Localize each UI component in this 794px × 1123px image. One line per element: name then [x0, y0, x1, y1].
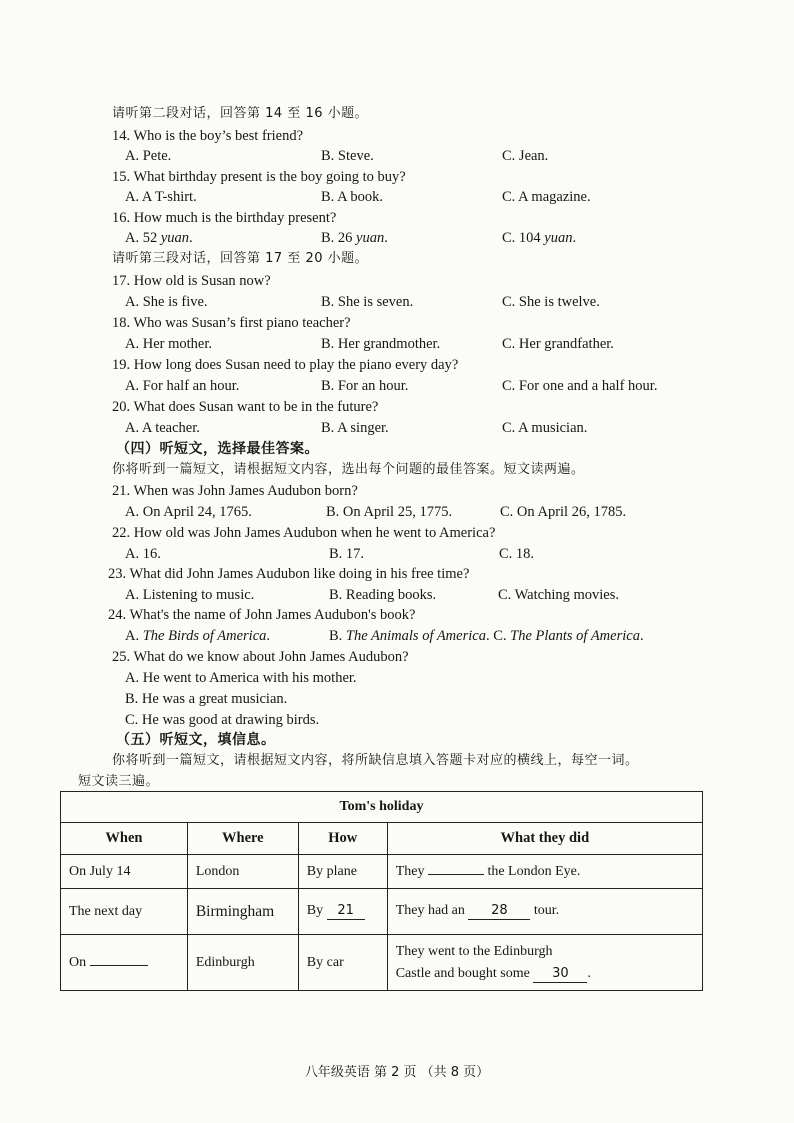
q22-option-b: B. 17. [329, 546, 365, 562]
q23-option-a: A. Listening to music. [125, 587, 255, 603]
table-row [61, 935, 703, 991]
q22-stem: 22. How old was John James Audubon when he went to America? [112, 525, 496, 541]
q23-option-b: B. Reading books. [329, 587, 437, 603]
q18-option-c: C. Her grandfather. [502, 336, 614, 352]
q14-option-a: A. Pete. [125, 148, 172, 164]
holiday-table [60, 791, 703, 991]
q16-option-a: A. 52 yuan. [125, 230, 193, 246]
q25-option-c: C. He was good at drawing birds. [125, 712, 320, 728]
answer-blank-28[interactable]: 28 [468, 903, 530, 920]
q17-option-a: A. She is five. [125, 294, 208, 310]
q23-option-c: C. Watching movies. [498, 587, 619, 603]
part5-title: （五）听短文，填信息。 [116, 732, 276, 748]
header-where: Where [187, 823, 298, 855]
table-row [61, 889, 703, 935]
header-how: How [298, 823, 387, 855]
page-footer: 八年级英语 第 2 页 （共 8 页） [304, 1065, 490, 1080]
q24-option-a: A. The Birds of America. [125, 628, 271, 644]
section3-intro: 请听第三段对话，回答第 17 至 20 小题。 [112, 251, 369, 266]
section2-intro: 请听第二段对话，回答第 14 至 16 小题。 [112, 106, 369, 121]
q15-option-b: B. A book. [321, 189, 384, 205]
cell-how: By 21 [298, 889, 387, 935]
q20-option-c: C. A musician. [502, 420, 588, 436]
q19-option-a: A. For half an hour. [125, 378, 240, 394]
cell-when: On July 14 [61, 855, 188, 889]
q24-stem: 24. What's the name of John James Audubon's book? [108, 607, 416, 623]
q15-stem: 15. What birthday present is the boy going to buy? [112, 169, 406, 185]
q14-option-c: C. Jean. [502, 148, 549, 164]
cell-what: They the London Eye. [387, 855, 702, 889]
q18-option-b: B. Her grandmother. [321, 336, 441, 352]
cell-how: By plane [298, 855, 387, 889]
q17-option-b: B. She is seven. [321, 294, 414, 310]
q20-option-b: B. A singer. [321, 420, 389, 436]
cell-where: London [187, 855, 298, 889]
q19-option-c: C. For one and a half hour. [502, 378, 658, 394]
q14-option-b: B. Steve. [321, 148, 374, 164]
answer-blank-21[interactable]: 21 [327, 903, 365, 920]
q21-option-a: A. On April 24, 1765. [125, 504, 252, 520]
q24-option-b: B. The Animals of America. C. The Plants of America. [329, 628, 644, 644]
cell-when: The next day [61, 889, 188, 935]
part4-title: （四）听短文，选择最佳答案。 [116, 441, 319, 457]
q21-option-c: C. On April 26, 1785. [500, 504, 627, 520]
q19-option-b: B. For an hour. [321, 378, 409, 394]
q25-option-b: B. He was a great musician. [125, 691, 288, 707]
q25-option-a: A. He went to America with his mother. [125, 670, 357, 686]
header-when: When [61, 823, 188, 855]
q18-option-a: A. Her mother. [125, 336, 212, 352]
q22-option-c: C. 18. [499, 546, 535, 562]
cell-what: They went to the Edinburgh Castle and bought some 30 . [387, 935, 702, 991]
cell-where: Birmingham [187, 889, 298, 935]
answer-blank-date[interactable] [90, 965, 148, 966]
table-title: Tom's holiday [61, 792, 703, 823]
q15-option-c: C. A magazine. [502, 189, 591, 205]
cell-what: They had an 28 tour. [387, 889, 702, 935]
cell-where: Edinburgh [187, 935, 298, 991]
q15-option-a: A. A T-shirt. [125, 189, 197, 205]
q18-stem: 18. Who was Susan’s first piano teacher? [112, 315, 351, 331]
q17-stem: 17. How old is Susan now? [112, 273, 271, 289]
q20-stem: 20. What does Susan want to be in the future? [112, 399, 379, 415]
part5-instructions-cont: 短文读三遍。 [78, 774, 160, 789]
answer-blank-20[interactable] [428, 874, 484, 875]
q20-option-a: A. A teacher. [125, 420, 200, 436]
q21-option-b: B. On April 25, 1775. [326, 504, 453, 520]
part4-instructions: 你将听到一篇短文，请根据短文内容，选出每个问题的最佳答案。短文读两遍。 [112, 462, 585, 477]
cell-how: By car [298, 935, 387, 991]
table-row [61, 855, 703, 889]
q25-stem: 25. What do we know about John James Audubon? [112, 649, 409, 665]
answer-blank-30[interactable]: 30 [533, 966, 587, 983]
q16-option-b: B. 26 yuan. [321, 230, 388, 246]
q16-option-c: C. 104 yuan. [502, 230, 577, 246]
part5-instructions: 你将听到一篇短文，请根据短文内容，将所缺信息填入答题卡对应的横线上，每空一词。 [112, 753, 639, 768]
q16-stem: 16. How much is the birthday present? [112, 210, 337, 226]
cell-when: On [61, 935, 188, 991]
q23-stem: 23. What did John James Audubon like doing in his free time? [108, 566, 470, 582]
q14-stem: 14. Who is the boy’s best friend? [112, 128, 304, 144]
q21-stem: 21. When was John James Audubon born? [112, 483, 358, 499]
header-what: What they did [387, 823, 702, 855]
q22-option-a: A. 16. [125, 546, 161, 562]
q17-option-c: C. She is twelve. [502, 294, 600, 310]
q19-stem: 19. How long does Susan need to play the piano every day? [112, 357, 459, 373]
